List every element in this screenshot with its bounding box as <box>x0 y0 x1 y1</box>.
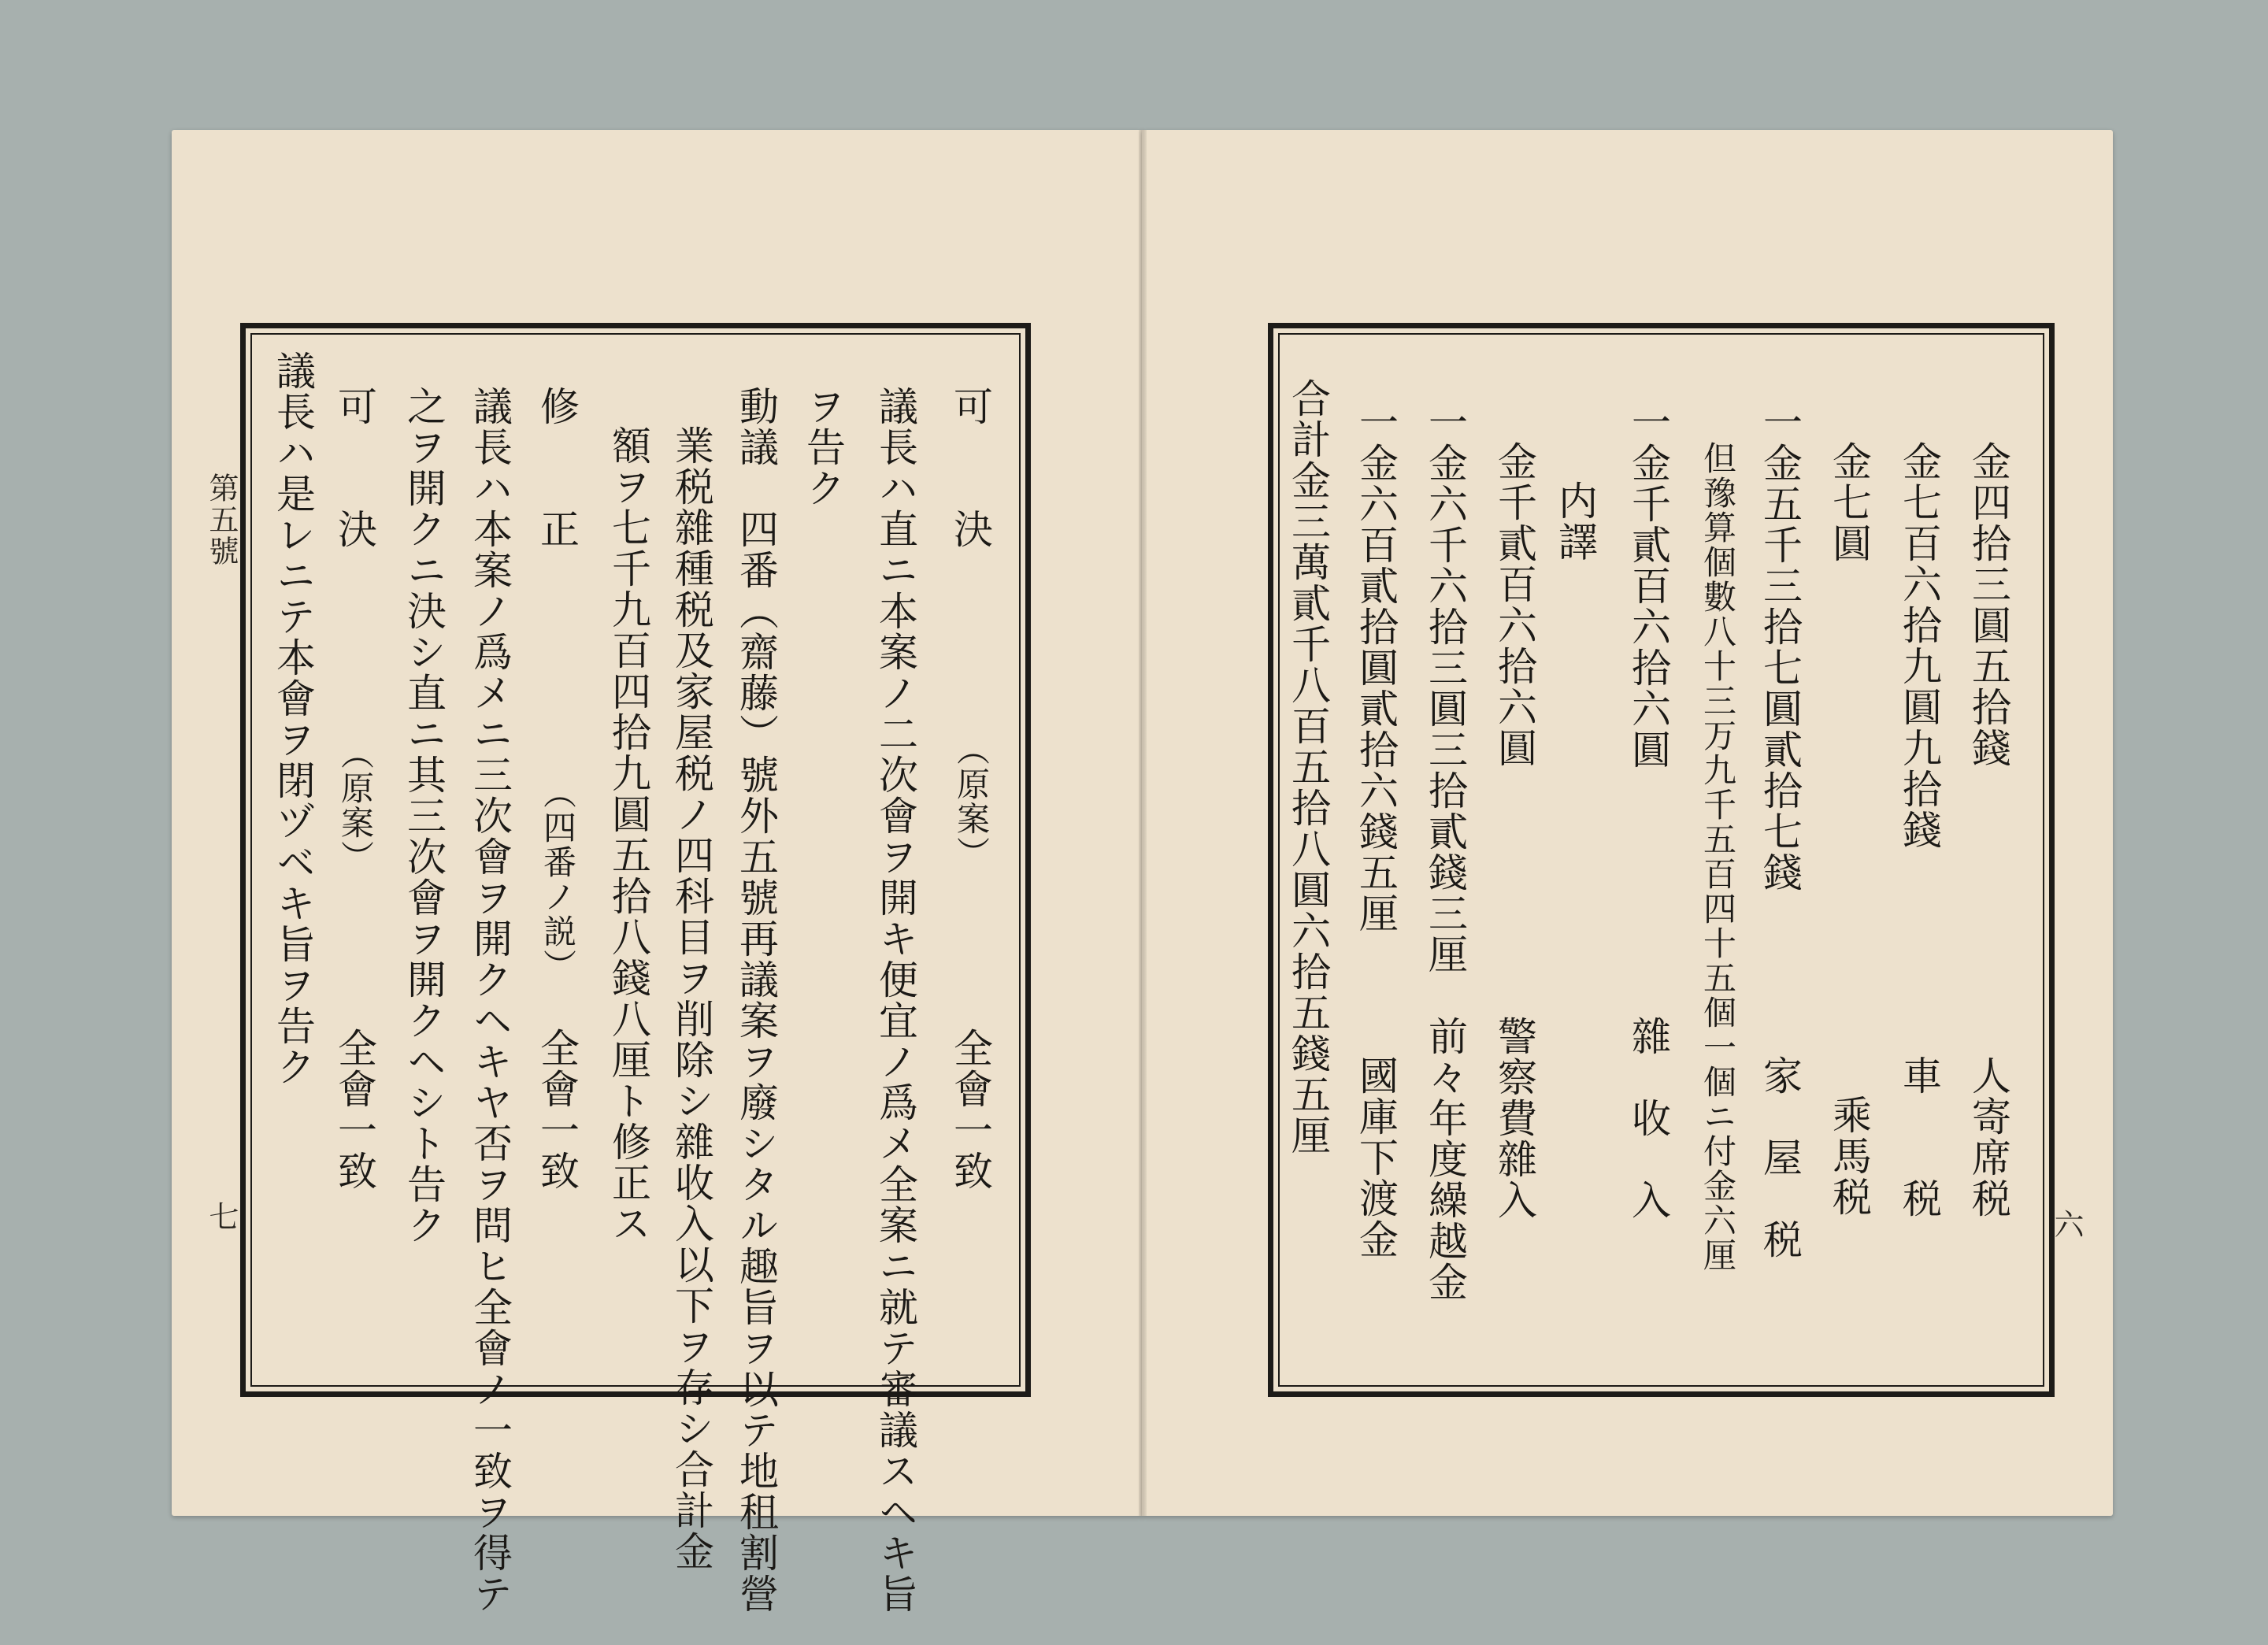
left-col-7-heading: 修 正 <box>534 386 580 550</box>
right-page-number: 六 <box>2049 1209 2084 1240</box>
left-col-11: 議長ハ是レニテ本會ヲ閉ヅベキ旨ヲ告ク <box>270 350 316 1087</box>
left-col-5: 業税雜種税及家屋税ノ四科目ヲ削除シ雜收入以下ヲ存シ合計金 <box>669 425 714 1572</box>
left-col-7-note: （四番ノ説） <box>539 776 577 984</box>
left-col-8: 議長ハ本案ノ爲メニ三次會ヲ開クヘキヤ否ヲ問ヒ全會ノ一致ヲ得テ <box>467 386 513 1614</box>
right-col-3-label: 乘馬税 <box>1826 1095 1872 1217</box>
book-gutter <box>1139 130 1147 1516</box>
right-col-4-label: 家 屋 税 <box>1757 1055 1803 1260</box>
right-col-10-label: 國庫下渡金 <box>1353 1055 1399 1260</box>
right-col-4-amount: 一金五千三拾七圓貳拾七錢 <box>1757 402 1803 893</box>
left-col-4: 動議 四番（齋藤）號外五號再議案ヲ廢シタル趣旨ヲ以テ地租割營 <box>733 386 779 1614</box>
left-col-9: 之ヲ開クニ決シ直ニ其三次會ヲ開クヘシト告ク <box>401 386 447 1246</box>
left-col-6: 額ヲ七千九百四拾九圓五拾八錢八厘ト修正ス <box>606 425 651 1244</box>
right-col-10-amount: 一金六百貳拾圓貳拾六錢五厘 <box>1353 402 1399 934</box>
margin-title: 第五號 <box>204 472 239 567</box>
right-col-1-label: 人寄席税 <box>1966 1055 2011 1219</box>
right-col-6-amount: 一金千貳百六拾六圓 <box>1625 402 1671 770</box>
right-col-2-amount: 金七百六拾九圓九拾錢 <box>1896 441 1942 850</box>
left-col-2: 議長ハ直ニ本案ノ二次會ヲ開キ便宜ノ爲メ全案ニ就テ審議スヘキ旨 <box>873 386 918 1614</box>
right-col-2-label: 車 税 <box>1896 1055 1942 1219</box>
right-col-5: 但豫算個數八十三万九千五百四十五個一個ニ付金六厘 <box>1699 441 1737 1273</box>
left-col-10-result: 全會一致 <box>332 1028 377 1191</box>
right-col-11-total: 合計金三萬貳千八百五拾八圓六拾五錢五厘 <box>1285 378 1331 1156</box>
left-col-1-note: （原案） <box>952 732 991 871</box>
right-col-7: 内譯 <box>1552 480 1598 562</box>
right-col-9-label: 前々年度繰越金 <box>1422 1016 1468 1302</box>
right-col-6-label: 雜 收 入 <box>1625 1016 1671 1221</box>
right-col-9-amount: 一金六千六拾三圓三拾貳錢三厘 <box>1422 402 1468 975</box>
left-col-1-heading: 可 決 <box>947 386 993 550</box>
right-col-3-amount: 金七圓 <box>1826 441 1872 564</box>
right-col-8-label: 警察費雜入 <box>1492 1016 1537 1221</box>
left-col-10-note: （原案） <box>336 736 375 875</box>
left-page-number: 七 <box>204 1201 239 1232</box>
left-col-10-heading: 可 決 <box>332 386 377 550</box>
left-col-1-result: 全會一致 <box>947 1028 993 1191</box>
left-col-3: ヲ告ク <box>800 386 846 509</box>
left-col-7-result: 全會一致 <box>534 1028 580 1191</box>
right-col-1-amount: 金四拾三圓五拾錢 <box>1966 441 2011 769</box>
right-col-8-amount: 金千貳百六拾六圓 <box>1492 441 1537 769</box>
